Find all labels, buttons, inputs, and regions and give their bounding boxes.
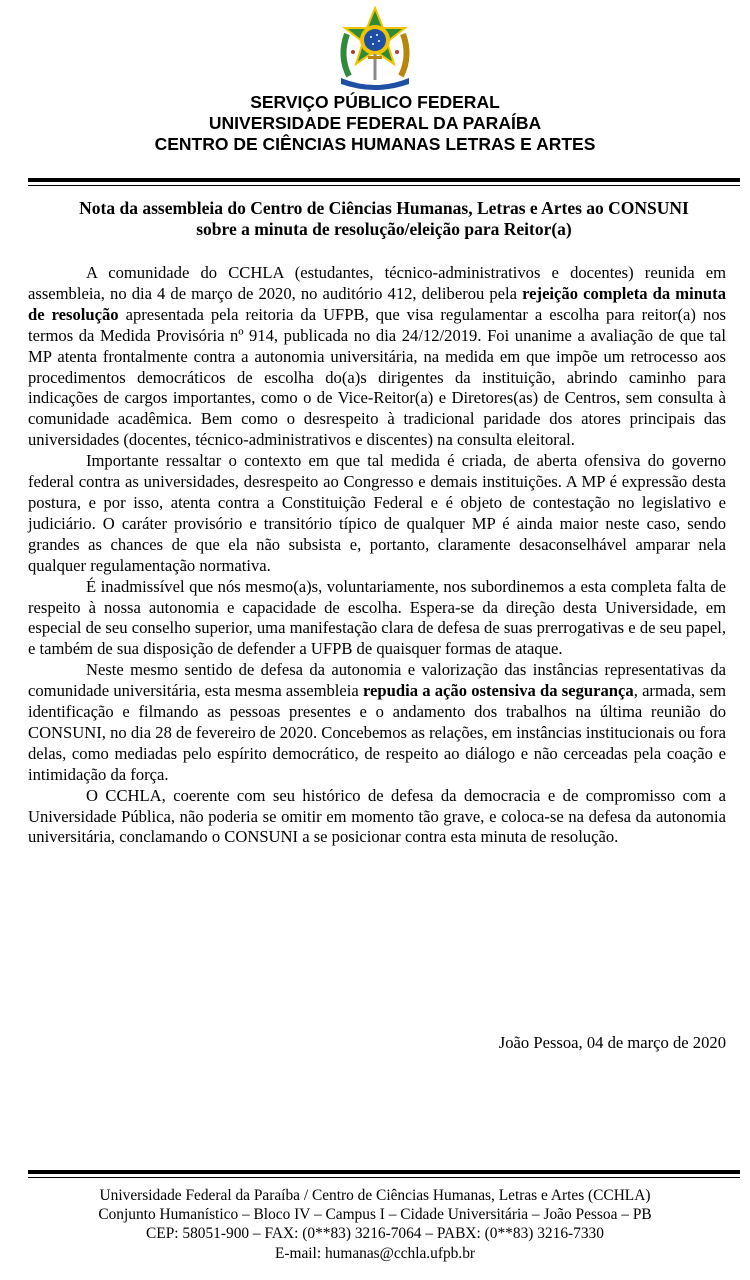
header-line-2: UNIVERSIDADE FEDERAL DA PARAÍBA <box>208 113 542 133</box>
paragraph-4-text-a: Neste mesmo sentido de defesa da autonomia e valorização das instâncias representativas da comunidade universitária, esta mesma assembleia <box>28 660 726 701</box>
footer-line-2: Conjunto Humanístico – Bloco IV – Campus I – Cidade Universitária – João Pessoa – PB <box>98 1206 652 1224</box>
header-line-1: SERVIÇO PÚBLICO FEDERAL <box>250 92 500 112</box>
footer-divider-thin <box>28 1177 740 1178</box>
paragraph-1 <box>28 263 726 451</box>
title-line-2: sobre a minuta de resolução/eleição para Reitor(a) <box>196 219 572 239</box>
header-line-3: CENTRO DE CIÊNCIAS HUMANAS LETRAS E ARTES <box>154 134 596 154</box>
paragraph-3: É inadmissível que nós mesmo(a)s, voluntariamente, nos subordinemos a esta completa falta de respeito à nossa autonomia e capacidade de escolha. Espera-se da direção desta Universidade, em especial de seu conselho superior, uma manifestação clara de defesa de suas prerrogativas e de seu papel, e também de sua disposição de defender a UFPB de quaisquer formas de ataque. <box>28 576 726 659</box>
paragraph-1-emphasis: rejeição completa da minuta de resolução <box>28 283 726 324</box>
header-divider-thick <box>28 178 740 182</box>
title-line-1: Nota da assembleia do Centro de Ciências Humanas, Letras e Artes ao CONSUNI <box>79 198 689 218</box>
document-body <box>28 263 726 848</box>
paragraph-4-emphasis: repudia a ação ostensiva da segurança <box>362 681 634 701</box>
document-title <box>28 198 740 240</box>
institution-header <box>0 92 750 155</box>
header-divider-thin <box>28 185 740 186</box>
footer-line-1: Universidade Federal da Paraíba / Centro de Ciências Humanas, Letras e Artes (CCHLA) <box>99 1187 651 1204</box>
footer-line-3: CEP: 58051-900 – FAX: (0**83) 3216-7064 – PABX: (0**83) 3216-7330 <box>146 1225 604 1243</box>
paragraph-1-text-c: apresentada pela reitoria da UFPB, que visa regulamentar a escolha para reitor(a) nos termos da Medida Provisória nº 914, publicada no dia 24/12/2019. Foi unanime a avaliação de que tal MP atenta frontalmente contra a autonomia universitária, na medida em que impõe um retrocesso aos procedimentos democráticos de escolha do(a)s dirigentes da instituição, abrindo caminho para indicações de cargos importantes, como o de Vice-Reitor(a) e Diretores(as) de Centros, sem consulta à comunidade acadêmica. Bem como o desrespeito à tradicional paridade dos atores principais das universidades (docentes, técnico-administrativos e discentes) na consulta eleitoral. <box>28 304 726 450</box>
footer-email: E-mail: humanas@cchla.ufpb.br <box>274 1244 476 1262</box>
brazil-coat-of-arms-icon <box>331 6 419 90</box>
paragraph-4-text-c: , armada, sem identificação e filmando as pessoas presentes e o andamento dos trabalhos na última reunião do CONSUNI, no dia 28 de fevereiro de 2020. Concebemos as relações, em instâncias institucionais ou fora delas, como mediadas pelo espírito democrático, de respeito ao diálogo e não cerceadas pela coação e intimidação da força. <box>28 681 727 784</box>
paragraph-5: O CCHLA, coerente com seu histórico de defesa da democracia e de compromisso com a Universidade Pública, não poderia se omitir em momento tão grave, e coloca-se na defesa da autonomia universitária, conclamando o CONSUNI a se posicionar contra esta minuta de resolução. <box>28 785 726 847</box>
date-line: João Pessoa, 04 de março de 2020 <box>498 1033 726 1052</box>
paragraph-1-text-a: A comunidade do CCHLA (estudantes, técnico-administrativos e docentes) reunida em assembleia, no dia 4 de março de 2020, no auditório 412, deliberou pela <box>28 263 726 303</box>
paragraph-2: Importante ressaltar o contexto em que tal medida é criada, de aberta ofensiva do governo federal contra as universidades, desrespeito ao Congresso e demais instituições. A MP é expressão desta postura, e por isso, atenta contra a Constituição Federal e é objeto de contestação no legislativo e judiciário. O caráter provisório e transitório típico de qualquer MP é ainda maior neste caso, sendo grandes as chances de que ela não subsista e, portanto, claramente desaconselhável amparar nela qualquer regulamentação normativa. <box>28 451 726 575</box>
footer-divider-thick <box>28 1170 740 1174</box>
footer-address <box>0 1186 750 1263</box>
paragraph-4 <box>28 660 726 785</box>
